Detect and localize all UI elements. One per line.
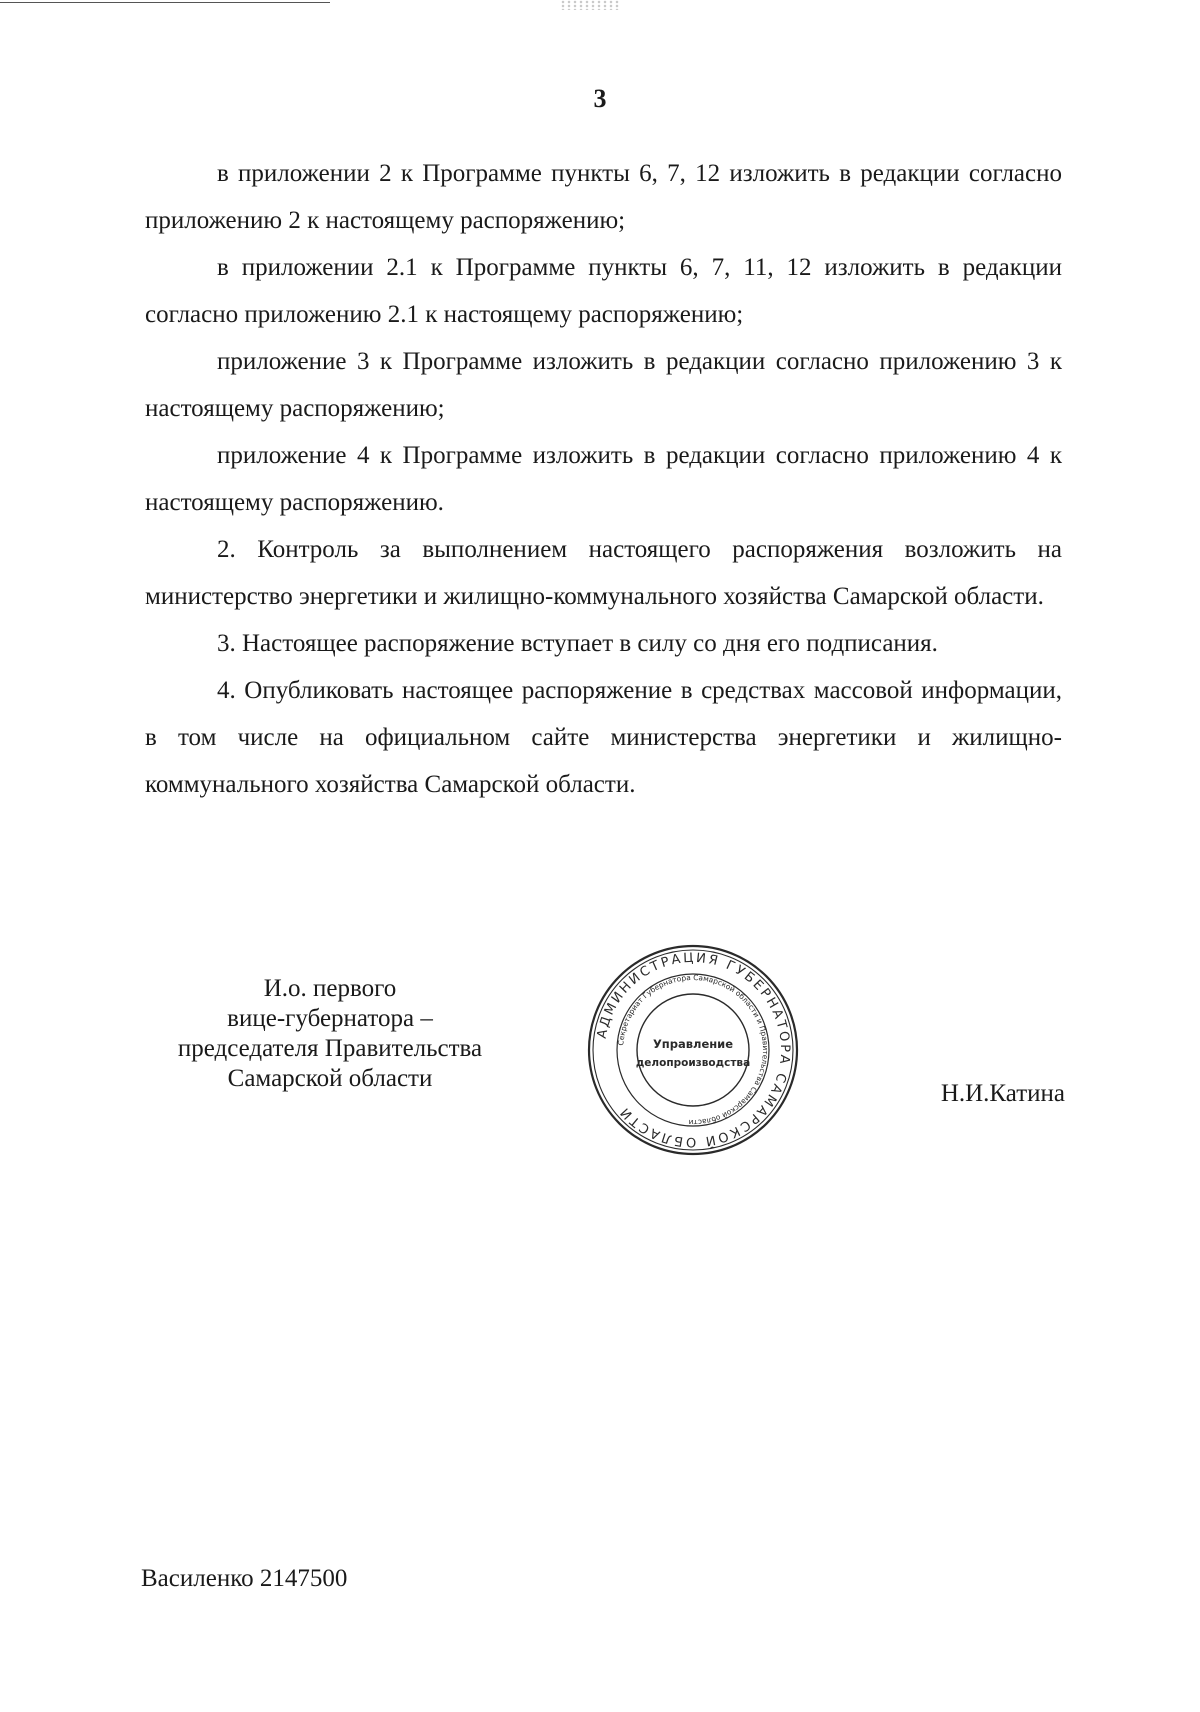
signer-title-line: председателя Правительства	[177, 1035, 483, 1062]
document-body	[145, 150, 1062, 808]
paragraph-appendix-3: приложение 3 к Программе изложить в редакции согласно приложению 3 к настоящему распоряжению;	[145, 348, 1062, 422]
signer-title-line: Самарской области	[227, 1065, 433, 1092]
page-number: 3	[593, 84, 607, 113]
signature-block	[0, 940, 1200, 1160]
paragraph-publication: 4. Опубликовать настоящее распоряжение в средствах массовой информации, в том числе на официальном сайте министерства энергетики и жилищно-коммунального хозяйства Самарской области.	[145, 677, 1062, 798]
signer-title-line: вице-губернатора –	[227, 1005, 433, 1032]
stamp-inner-text: Секретариат Губернатора Самарской области и Правительства Самарской области	[616, 972, 771, 1128]
signer-title-line: И.о. первого	[263, 975, 397, 1002]
official-stamp	[583, 940, 803, 1160]
paragraph-effective-date: 3. Настоящее распоряжение вступает в силу со дня его подписания.	[217, 630, 938, 657]
paragraph-control: 2. Контроль за выполнением настоящего распоряжения возложить на министерство энергетики и жилищно-коммунального хозяйства Самарской области.	[145, 536, 1062, 610]
signer-title	[140, 974, 520, 1094]
stamp-center-line-1: Управление	[652, 1037, 734, 1051]
signer-name: Н.И.Катина	[940, 1080, 1065, 1107]
paragraph-appendix-2-1: в приложении 2.1 к Программе пункты 6, 7, 11, 12 изложить в редакции согласно приложению 2.1 к настоящему распоряжению;	[145, 254, 1062, 328]
paragraph-appendix-4: приложение 4 к Программе изложить в редакции согласно приложению 4 к настоящему распоряжению.	[145, 442, 1062, 516]
stamp-center-line-2: делопроизводства	[635, 1057, 751, 1069]
scan-artifact-line	[0, 2, 330, 3]
scan-artifact-speck	[560, 0, 620, 10]
executor-contact: Василенко 2147500	[141, 1565, 348, 1592]
stamp-outer-text: АДМИНИСТРАЦИЯ ГУБЕРНАТОРА САМАРСКОЙ ОБЛАСТИ	[594, 950, 793, 1150]
paragraph-appendix-2: в приложении 2 к Программе пункты 6, 7, 12 изложить в редакции согласно приложению 2 к настоящему распоряжению;	[145, 160, 1062, 234]
